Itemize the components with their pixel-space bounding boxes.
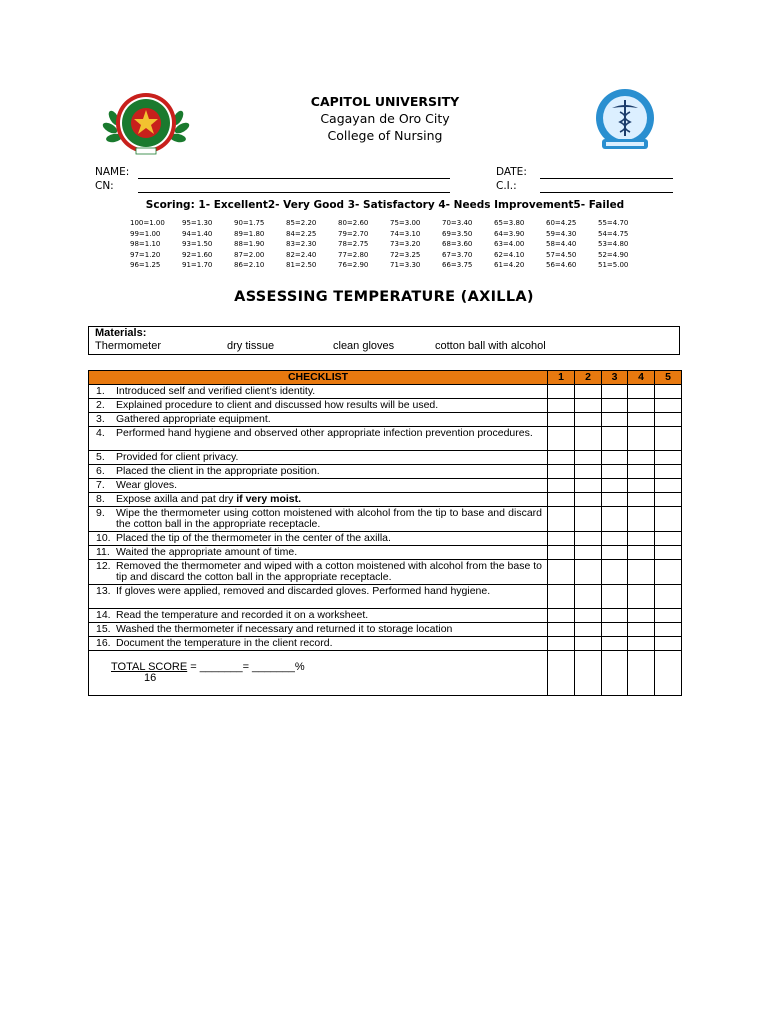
checklist-row	[89, 399, 682, 413]
score-cell[interactable]	[628, 399, 655, 413]
score-cell[interactable]	[575, 637, 602, 651]
grade-conversion-cell: 94=1.40	[182, 229, 213, 238]
checklist-row	[89, 560, 682, 585]
score-cell[interactable]	[602, 507, 628, 532]
item-text	[116, 547, 542, 558]
grade-conversion-cell: 51=5.00	[598, 261, 629, 269]
total-score-denominator: 16	[144, 672, 157, 684]
checklist-item	[89, 493, 548, 507]
item-text	[116, 428, 542, 439]
score-cell[interactable]	[548, 507, 575, 532]
score-cell[interactable]	[655, 479, 682, 493]
grade-conversion-cell: 53=4.80	[598, 240, 629, 248]
score-cell[interactable]	[655, 623, 682, 637]
item-number: 1.	[96, 385, 105, 397]
institution-header	[250, 93, 520, 144]
university-seal-logo	[100, 90, 192, 156]
grade-conversion-cell: 93=1.50	[182, 240, 213, 248]
item-text-body: Placed the client in the appropriate position.	[116, 465, 320, 477]
score-cell[interactable]	[628, 413, 655, 427]
score-cell[interactable]	[575, 479, 602, 493]
score-cell[interactable]	[628, 651, 655, 696]
item-text-body: Placed the tip of the thermometer in the center of the axilla.	[116, 532, 391, 544]
score-column-header: 5	[655, 371, 682, 385]
grade-conversion-cell: 80=2.60	[338, 219, 369, 227]
grade-conversion-cell: 87=2.00	[234, 250, 265, 259]
item-text	[116, 452, 542, 463]
material-item: clean gloves	[333, 340, 395, 352]
score-cell[interactable]	[602, 585, 628, 609]
score-cell[interactable]	[628, 637, 655, 651]
grade-conversion-cell: 62=4.10	[494, 250, 525, 259]
grade-conversion-cell: 79=2.70	[338, 229, 369, 238]
grade-conversion-cell: 85=2.20	[286, 219, 317, 227]
grade-conversion-cell: 61=4.20	[494, 261, 525, 269]
score-cell[interactable]	[602, 651, 628, 696]
item-text	[116, 624, 542, 635]
scoring-legend: Scoring: 1- Excellent2- Very Good 3- Satisfactory 4- Needs Improvement5- Failed	[145, 199, 625, 211]
total-score-row	[89, 651, 682, 696]
materials-heading: Materials:	[95, 327, 147, 339]
score-cell[interactable]	[575, 623, 602, 637]
grade-conversion-cell: 82=2.40	[286, 250, 317, 259]
item-text-body: Read the temperature and recorded it on a worksheet.	[116, 609, 369, 621]
checklist-row	[89, 637, 682, 651]
grade-conversion-cell: 58=4.40	[546, 240, 577, 248]
grade-conversion-table	[130, 218, 650, 271]
grade-conversion-cell: 71=3.30	[390, 261, 421, 269]
grade-conversion-cell: 63=4.00	[494, 240, 525, 248]
checklist-row	[89, 385, 682, 399]
score-cell[interactable]	[602, 451, 628, 465]
checklist-row	[89, 465, 682, 479]
grade-conversion-cell: 98=1.10	[130, 240, 161, 248]
score-cell[interactable]	[655, 413, 682, 427]
score-cell[interactable]	[575, 385, 602, 399]
grade-conversion-cell: 54=4.75	[598, 229, 629, 238]
checklist-item	[89, 585, 548, 609]
grade-conversion-cell: 59=4.30	[546, 229, 577, 238]
checklist-item	[89, 560, 548, 585]
grade-conversion-cell: 55=4.70	[598, 219, 629, 227]
checklist-item	[89, 609, 548, 623]
nursing-college-logo	[592, 88, 658, 154]
score-cell[interactable]	[602, 427, 628, 451]
item-number: 4.	[96, 427, 105, 439]
grade-conversion-cell: 90=1.75	[234, 219, 265, 227]
grade-conversion-cell: 68=3.60	[442, 240, 473, 248]
item-number: 12.	[96, 560, 111, 572]
checklist-item	[89, 465, 548, 479]
grade-conversion-cell: 77=2.80	[338, 250, 369, 259]
item-number: 13.	[96, 585, 111, 597]
item-text-body: Document the temperature in the client record.	[116, 637, 333, 649]
score-cell[interactable]	[655, 651, 682, 696]
item-number: 2.	[96, 399, 105, 411]
item-text-body: Waited the appropriate amount of time.	[116, 546, 298, 558]
score-cell[interactable]	[548, 560, 575, 585]
score-cell[interactable]	[628, 427, 655, 451]
materials-box	[88, 326, 680, 355]
checklist-row	[89, 479, 682, 493]
grade-conversion-cell: 100=1.00	[130, 219, 165, 227]
item-number: 16.	[96, 637, 111, 649]
grade-conversion-cell: 96=1.25	[130, 261, 161, 269]
grade-conversion-cell: 52=4.90	[598, 250, 629, 259]
grade-conversion-cell: 73=3.20	[390, 240, 421, 248]
score-cell[interactable]	[548, 413, 575, 427]
checklist-row	[89, 623, 682, 637]
item-text	[116, 494, 542, 505]
score-cell[interactable]	[628, 609, 655, 623]
item-text	[116, 638, 542, 649]
score-cell[interactable]	[628, 479, 655, 493]
university-seal-icon	[100, 90, 192, 156]
score-column-header: 3	[602, 371, 628, 385]
checklist-row	[89, 546, 682, 560]
checklist-row	[89, 532, 682, 546]
item-text-body: Explained procedure to client and discussed how results will be used.	[116, 399, 439, 411]
checklist-row	[89, 493, 682, 507]
score-cell[interactable]	[548, 637, 575, 651]
score-cell[interactable]	[602, 385, 628, 399]
score-cell[interactable]	[575, 413, 602, 427]
grade-conversion-cell: 78=2.75	[338, 240, 369, 248]
score-cell[interactable]	[575, 560, 602, 585]
item-emphasis: if very moist.	[236, 493, 302, 505]
total-score-cell	[89, 651, 548, 696]
grade-conversion-cell: 60=4.25	[546, 219, 577, 227]
checklist-item	[89, 479, 548, 493]
score-cell[interactable]	[602, 399, 628, 413]
grade-conversion-cell: 74=3.10	[390, 229, 421, 238]
score-cell[interactable]	[655, 427, 682, 451]
grade-conversion-cell: 95=1.30	[182, 219, 213, 227]
score-cell[interactable]	[548, 623, 575, 637]
item-number: 5.	[96, 451, 105, 463]
item-text	[116, 586, 542, 597]
grade-conversion-cell: 57=4.50	[546, 250, 577, 259]
score-cell[interactable]	[655, 560, 682, 585]
item-text	[116, 533, 542, 544]
score-cell[interactable]	[655, 532, 682, 546]
checklist-item	[89, 451, 548, 465]
score-cell[interactable]	[655, 399, 682, 413]
score-cell[interactable]	[548, 493, 575, 507]
item-number: 11.	[96, 546, 110, 558]
score-cell[interactable]	[655, 546, 682, 560]
score-cell[interactable]	[628, 465, 655, 479]
grade-conversion-cell: 69=3.50	[442, 229, 473, 238]
item-number: 8.	[96, 493, 105, 505]
checklist-table	[88, 370, 682, 696]
page-title: ASSESSING TEMPERATURE (AXILLA)	[234, 289, 534, 305]
score-cell[interactable]	[548, 451, 575, 465]
item-number: 10.	[96, 532, 111, 544]
grade-conversion-cell: 75=3.00	[390, 219, 421, 227]
name-label: NAME:	[95, 166, 130, 178]
item-text	[116, 610, 542, 621]
item-text	[116, 400, 542, 411]
score-column-header: 4	[628, 371, 655, 385]
grade-conversion-cell: 88=1.90	[234, 240, 265, 248]
university-name: CAPITOL UNIVERSITY	[310, 94, 460, 109]
score-cell[interactable]	[655, 385, 682, 399]
score-cell[interactable]	[655, 507, 682, 532]
material-item: Thermometer	[95, 340, 162, 352]
item-text	[116, 466, 542, 477]
score-cell[interactable]	[575, 546, 602, 560]
item-text	[116, 414, 542, 425]
score-cell[interactable]	[602, 637, 628, 651]
checklist-row	[89, 585, 682, 609]
grade-conversion-cell: 76=2.90	[338, 261, 369, 269]
score-cell[interactable]	[548, 427, 575, 451]
score-cell[interactable]	[602, 493, 628, 507]
total-score-line	[89, 651, 547, 673]
item-number: 9.	[96, 507, 105, 519]
item-text	[116, 386, 542, 397]
grade-conversion-cell: 89=1.80	[234, 229, 265, 238]
college-name: College of Nursing	[327, 128, 443, 143]
grade-conversion-cell: 92=1.60	[182, 250, 213, 259]
item-text-body: Expose axilla and pat dry	[116, 493, 237, 505]
item-number: 6.	[96, 465, 105, 477]
score-cell[interactable]	[548, 385, 575, 399]
total-score-label: TOTAL SCORE	[111, 661, 188, 673]
score-cell[interactable]	[655, 465, 682, 479]
grade-conversion-cell: 70=3.40	[442, 219, 473, 227]
score-cell[interactable]	[655, 493, 682, 507]
item-text	[116, 561, 542, 583]
item-text-body: Gathered appropriate equipment.	[116, 413, 271, 425]
checklist-row	[89, 451, 682, 465]
material-item: dry tissue	[227, 340, 275, 352]
grade-conversion-cell: 56=4.60	[546, 261, 577, 269]
checklist-item	[89, 399, 548, 413]
grade-conversion-cell: 66=3.75	[442, 261, 473, 269]
grade-conversion-cell: 65=3.80	[494, 219, 525, 227]
score-cell[interactable]	[548, 479, 575, 493]
score-cell[interactable]	[655, 609, 682, 623]
grade-conversion-cell: 91=1.70	[182, 261, 213, 269]
university-city: Cagayan de Oro City	[320, 111, 450, 126]
item-text-body: If gloves were applied, removed and discarded gloves. Performed hand hygiene.	[116, 585, 491, 597]
item-text	[116, 480, 542, 491]
grade-conversion-cell: 84=2.25	[286, 229, 317, 238]
score-cell[interactable]	[575, 399, 602, 413]
score-cell[interactable]	[548, 546, 575, 560]
grade-conversion-cell: 86=2.10	[234, 261, 265, 269]
checklist-row	[89, 609, 682, 623]
score-cell[interactable]	[548, 651, 575, 696]
material-item: cotton ball with alcohol	[435, 340, 546, 352]
checklist-item	[89, 427, 548, 451]
score-cell[interactable]	[628, 451, 655, 465]
item-number: 14.	[96, 609, 111, 621]
score-cell[interactable]	[575, 609, 602, 623]
nursing-caduceus-icon	[592, 88, 658, 154]
score-cell[interactable]	[602, 465, 628, 479]
checklist-row	[89, 507, 682, 532]
grade-conversion-cell: 64=3.90	[494, 229, 525, 238]
score-cell[interactable]	[548, 609, 575, 623]
score-cell[interactable]	[575, 427, 602, 451]
score-cell[interactable]	[655, 451, 682, 465]
grade-conversion-cell: 83=2.30	[286, 240, 317, 248]
item-text-body: Performed hand hygiene and observed other appropriate infection prevention procedures.	[116, 427, 533, 439]
checklist-item	[89, 385, 548, 399]
score-column-header: 2	[575, 371, 602, 385]
date-field[interactable]	[540, 178, 673, 179]
grade-conversion-cell: 99=1.00	[130, 229, 161, 238]
date-label: DATE:	[496, 166, 527, 178]
score-cell[interactable]	[575, 532, 602, 546]
grade-conversion-cell: 81=2.50	[286, 261, 317, 269]
score-cell[interactable]	[548, 465, 575, 479]
grade-conversion-cell: 97=1.20	[130, 250, 161, 259]
item-text-body: Wear gloves.	[116, 479, 178, 491]
score-cell[interactable]	[628, 493, 655, 507]
score-cell[interactable]	[628, 532, 655, 546]
checklist-row	[89, 427, 682, 451]
score-cell[interactable]	[628, 385, 655, 399]
total-score-formula[interactable]: = _______= _______%	[187, 661, 305, 673]
checklist-item	[89, 413, 548, 427]
score-cell[interactable]	[628, 546, 655, 560]
score-cell[interactable]	[548, 585, 575, 609]
checklist-item	[89, 637, 548, 651]
score-cell[interactable]	[602, 479, 628, 493]
score-cell[interactable]	[602, 546, 628, 560]
score-cell[interactable]	[602, 560, 628, 585]
ci-field[interactable]	[540, 192, 673, 193]
checklist-item	[89, 532, 548, 546]
name-field[interactable]	[138, 178, 450, 179]
grade-conversion-cell: 72=3.25	[390, 250, 421, 259]
score-cell[interactable]	[575, 465, 602, 479]
score-cell[interactable]	[575, 585, 602, 609]
checklist-header-row	[89, 371, 682, 385]
score-cell[interactable]	[575, 651, 602, 696]
score-cell[interactable]	[628, 623, 655, 637]
item-text-body: Wipe the thermometer using cotton moistened with alcohol from the tip to base and discard the cotton ball in the appropriate receptacle.	[116, 507, 542, 530]
score-cell[interactable]	[628, 585, 655, 609]
score-cell[interactable]	[602, 532, 628, 546]
checklist-item	[89, 546, 548, 560]
score-cell[interactable]	[575, 507, 602, 532]
item-text-body: Introduced self and verified client’s identity.	[116, 385, 316, 397]
score-cell[interactable]	[628, 507, 655, 532]
score-cell[interactable]	[548, 532, 575, 546]
score-cell[interactable]	[575, 493, 602, 507]
cn-field[interactable]	[138, 192, 450, 193]
item-text	[116, 508, 542, 530]
checklist-item	[89, 507, 548, 532]
score-column-header: 1	[548, 371, 575, 385]
cn-label: CN:	[95, 180, 114, 192]
score-cell[interactable]	[628, 560, 655, 585]
checklist-item	[89, 623, 548, 637]
item-text-body: Washed the thermometer if necessary and returned it to storage location	[116, 623, 453, 635]
checklist-header: CHECKLIST	[89, 371, 548, 385]
item-number: 7.	[96, 479, 105, 491]
score-cell[interactable]	[548, 399, 575, 413]
grade-conversion-cell: 67=3.70	[442, 250, 473, 259]
score-cell[interactable]	[602, 413, 628, 427]
score-cell[interactable]	[655, 637, 682, 651]
item-number: 15.	[96, 623, 111, 635]
item-text-body: Removed the thermometer and wiped with a cotton moistened with alcohol from the base to tip and discard the cotton ball in the appropriate receptacle.	[116, 560, 542, 583]
score-cell[interactable]	[655, 585, 682, 609]
checklist-row	[89, 413, 682, 427]
score-cell[interactable]	[602, 609, 628, 623]
score-cell[interactable]	[602, 623, 628, 637]
ci-label: C.I.:	[496, 180, 517, 192]
item-number: 3.	[96, 413, 105, 425]
score-cell[interactable]	[575, 451, 602, 465]
item-text-body: Provided for client privacy.	[116, 451, 239, 463]
